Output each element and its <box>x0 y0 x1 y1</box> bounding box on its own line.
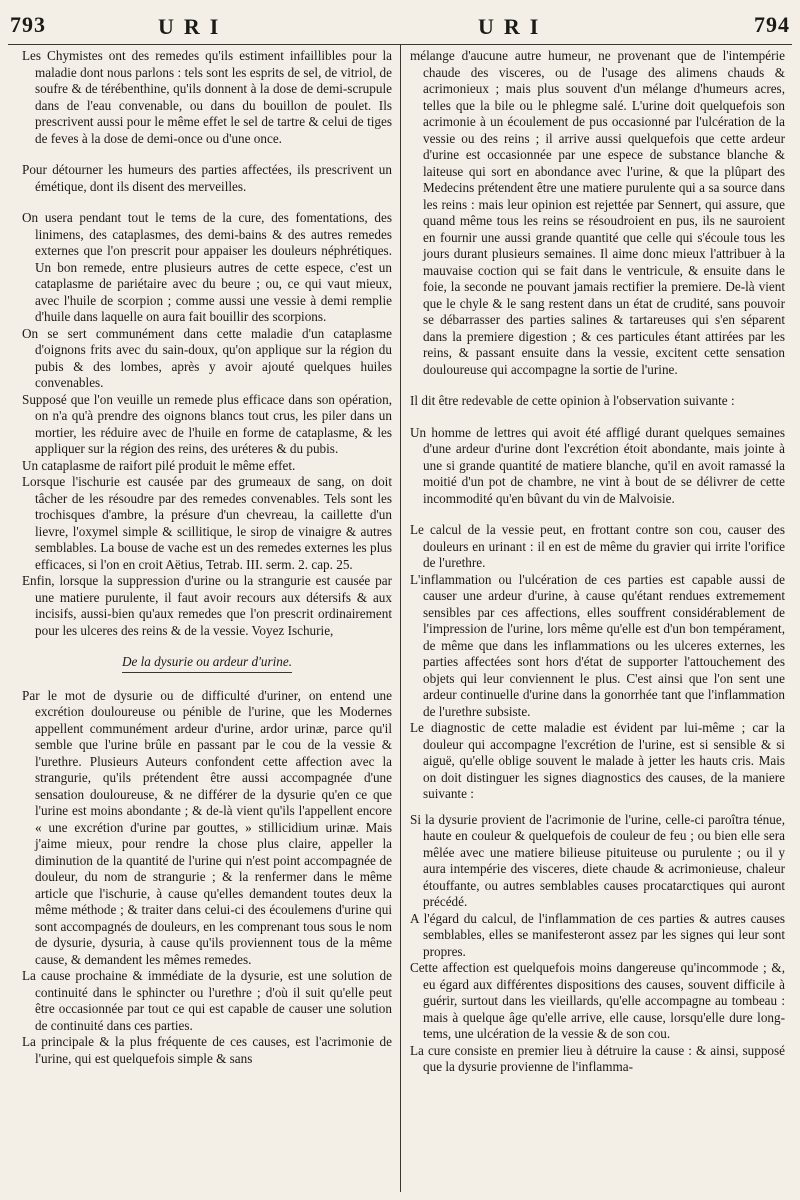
paragraph: Supposé que l'on veuille un remede plus efficace dans son opération, on n'a qu'à prendre des oignons blancs tout crus, les piler dans un mortier, les réduire avec de l'huile en forme de cataplasme, & les appliquer sur la région des reins, des uréteres & du pubis. <box>22 391 392 456</box>
page-number-left: 793 <box>10 12 46 37</box>
paragraph: Cette affection est quelquefois moins dangereuse qu'incommode ; &, eu égard aux différentes dispositions des causes, souvent difficile à guérir, surtout dans les vieillards, qu'elle accompagne au tombeau : mais à quelque âge qu'elle arrive, elle cause, lorsqu'elle dure long-tems, une ulcération de la vessie & de son cou. <box>410 960 785 1041</box>
paragraph: L'inflammation ou l'ulcération de ces parties est capable aussi de causer une ardeur d'urine, à cause qu'étant rendues extremement sensibles par ces affections, elles souffrent considérablement de l'impression de l'urine, lors même qu'elle est d'un bon tempérament, de même que dans les inflammations ou les ulceres externes, les parties affectées sont hors d'état de supporter l'attouchement des objets qui leur conviennent le plus. C'est ainsi que l'on sent une ardeur continuelle d'urine dans la gonorrhée tant que l'inflammation de l'urethre subsiste. <box>410 571 785 719</box>
page-number-right: 794 <box>754 12 790 37</box>
column-divider <box>400 44 401 1192</box>
paragraph: Le calcul de la vessie peut, en frottant contre son cou, causer des douleurs en urinant : il en est de même du gravier qui irrite l'orifice de l'urethre. <box>410 522 785 570</box>
left-column <box>22 48 392 1192</box>
paragraph: A l'égard du calcul, de l'inflammation de ces parties & autres causes semblables, elles se manifesteront assez par les signes qui leur sont propres. <box>410 910 785 959</box>
running-head-left: URI <box>158 14 229 39</box>
paragraph: La cure consiste en premier lieu à détruire la cause : & ainsi, supposé que la dysurie provienne de l'inflamma- <box>410 1042 785 1074</box>
paragraph: Le diagnostic de cette maladie est évident par lui-même ; car la douleur qui accompagne l'excrétion de l'urine, est si sensible & si aiguë, qu'elle oblige souvent le malade à jetter les hauts cris. Mais on doit distinguer les signes diagnostics des causes, de la maniere suivante : <box>410 720 785 801</box>
paragraph: Pour détourner les humeurs des parties affectées, ils prescrivent un émétique, dont ils disent des merveilles. <box>22 162 392 194</box>
paragraph: Il dit être redevable de cette opinion à l'observation suivante : <box>410 393 735 408</box>
paragraph: La principale & la plus fréquente de ces causes, est l'acrimonie de l'urine, qui est quelquefois simple & sans <box>22 1034 392 1066</box>
paragraph: Un cataplasme de raifort pilé produit le même effet. <box>22 457 296 473</box>
paragraph: La cause prochaine & immédiate de la dysurie, est une solution de continuité dans le sphincter ou l'urethre ; d'où il suit qu'elle peut être occasionnée par tout ce qui est capable de causer une solution de continuité dans ces parties. <box>22 968 392 1033</box>
section-title <box>22 654 392 673</box>
paragraph: Un homme de lettres qui avoit été affligé durant quelques semaines d'une ardeur d'urine dont l'excrétion étoit abondante, mais jointe à une si grande quantité de matiere blanche, qu'il en avoit ramassé la moitié d'un pot de chambre, ne vint à bout de se délivrer de cette incommodité qu'en bûvant du vin de Malvoisie. <box>410 424 785 506</box>
paragraph: On se sert communément dans cette maladie d'un cataplasme d'oignons frits avec du sain-doux, qu'on applique sur la région du pubis & des lombes, après y avoir ajouté quelques huiles convenables. <box>22 325 392 390</box>
right-column <box>410 48 785 1192</box>
running-head-right: URI <box>478 14 549 39</box>
running-header <box>0 10 800 46</box>
paragraph: Si la dysurie provient de l'acrimonie de l'urine, celle-ci paroîtra ténue, haute en couleur & quelquefois de couleur de feu ; ou bien elle sera mêlée avec une matiere bilieuse pituiteuse ou purulente ; ou il y aura intempérie des visceres, diete chaude & acrimonieuse, chaleur étouffante, ou autres semblables causes procatarctiques qui auront précédé. <box>410 811 785 909</box>
paragraph: Lorsque l'ischurie est causée par des grumeaux de sang, on doit tâcher de les résoudre par des remedes convenables. Tels sont les trochisques d'ambre, la présure d'un chevreau, la caillette d'un lievre, l'oxymel simple & scillitique, le sirop de vinaigre & autres semblables. La bouse de vache est un des remedes externes les plus efficaces, si l'on en croit Aëtius, Tetrab. III. serm. 2. cap. 25. <box>22 474 392 572</box>
paragraph: mélange d'aucune autre humeur, ne provenant que de l'intempérie chaude des visceres, ou de l'usage des alimens chauds & acrimonieux ; mais plus souvent d'un mélange d'humeurs acres, telles que la bile ou le phlegme salé. L'urine doit quelquefois son acrimonie à un écoulement de pus occasionné par l'ulcération de la vessie ou des reins ; il arrive aussi quelquefois que cette ardeur d'urine est occasionnée par une espece de substance blanche & laiteuse qui sort en abondance avec l'urine, & que la plûpart des Medecins prétendent être une matiere purulente qui a sa source dans les reins : mais leur opinion est rejettée par Sennert, qui assure, que quand même tous les reins se résoudroient en pus, ils ne sauroient en fournir une aussi grande quantité que celle qui s'écoule tous les jours durant plusieurs semaines. Il aime donc mieux l'attribuer à la mauvaise coction qui se fait dans le ventricule, & ensuite dans le foie, la seconde ne pouvant jamais rectifier la premiere. De-là vient que le chyle & le sang restent dans un état de crudité, sans pouvoir se débarrasser des parties salines & tartareuses qui s'en séparent dans la premiere digestion ; & ces particules étant attirées par les reins, & passant ensuite dans la vessie, excitent cette sensation douloureuse qui accompagne la sortie de l'urine. <box>410 48 785 377</box>
paragraph: Par le mot de dysurie ou de difficulté d'uriner, on entend une excrétion douloureuse ou pénible de l'urine, que les Modernes appellent communément ardeur d'urine, ardor urinæ, parce qu'il semble que l'urine brûle en passant par le cou de la vessie & l'urethre. Plusieurs Auteurs confondent cette affection avec la strangurie, qu'ils prétendent être aussi accompagnée d'une sensation douloureuse, & ne différer de la dysurie qu'en ce que l'urine est moins abondante ; & de-là vient qu'ils l'appellent encore « une excrétion d'urine par gouttes, » stillicidium urinæ. Mais j'aime mieux, pour rendre la chose plus claire, appeller la diminution de la quantité de l'urine qui n'est point accompagnée de douleur, du nom de strangurie ; & la renfermer dans le même article que l'ischurie, à cause qu'elles demandent toutes deux la même méthode ; & traiter dans celui-ci des écoulemens d'urine qui sont accompagnés de douleurs, en les comprenant tous sous le nom de dysurie, dysuria, à cause qu'ils proviennent tous de la même cause, & demandent les mêmes remedes. <box>22 687 392 967</box>
paragraph: On usera pendant tout le tems de la cure, des fomentations, des linimens, des cataplasmes, des demi-bains & des autres remedes externes que l'on prescrit pour appaiser les douleurs néphrétiques. Un bon remede, entre plusieurs autres de cette espece, c'est un cataplasme de pariétaire avec du beure ; ou, ce qui vaut mieux, avec l'huile de scorpion ; comme aussi une vessie à demi remplie d'huile dans laquelle on aura fait bouillir des scorpions. <box>22 210 392 324</box>
section-title-text: De la dysurie ou ardeur d'urine. <box>122 654 292 673</box>
paragraph: Enfin, lorsque la suppression d'urine ou la strangurie est causée par une matiere purulente, il faut avoir recours aux détersifs & aux incisifs, aussi-bien qu'aux remedes que l'on prescrit ordinairement pour les ulceres des reins & de la vessie. Voyez Ischurie, <box>22 573 392 638</box>
paragraph: Les Chymistes ont des remedes qu'ils estiment infaillibles pour la maladie dont nous parlons : tels sont les esprits de sel, de vitriol, de soufre & de térébenthine, qu'ils donnent à la dose de demi-scrupule dans de l'eau convenable, ou dans du bouillon de poulet. Ils prescrivent aussi pour le même effet le sel de tartre & celui de tiges de feves à la dose de demi-once ou d'une once. <box>22 48 392 146</box>
